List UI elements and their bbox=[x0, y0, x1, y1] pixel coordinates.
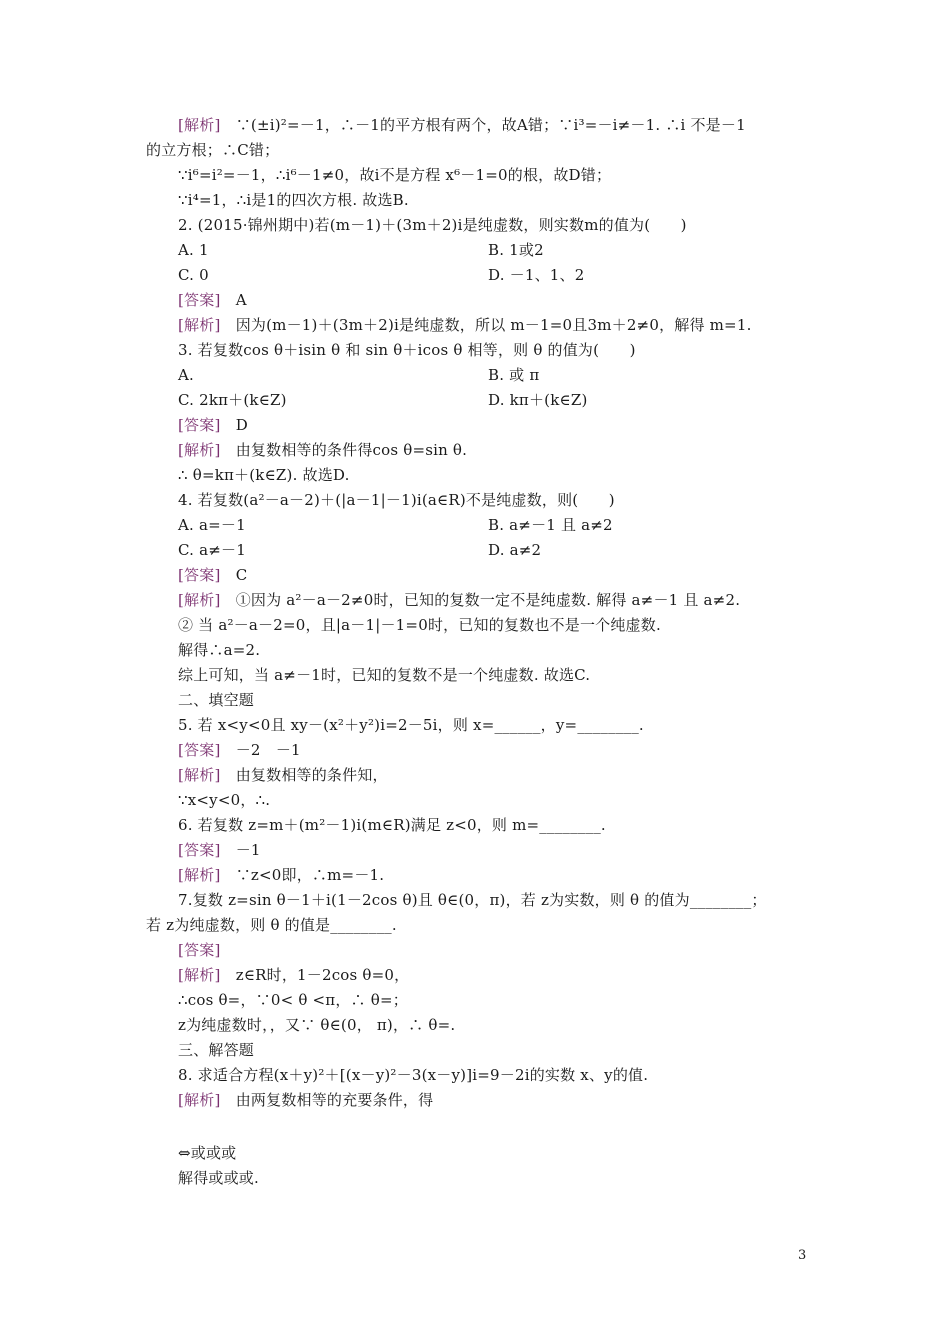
line-text: ∴ θ=kπ＋(k∈Z). 故选D. bbox=[178, 466, 350, 484]
line-text: C bbox=[220, 566, 248, 584]
text-line bbox=[178, 315, 752, 335]
text-line bbox=[178, 665, 590, 685]
text-line bbox=[178, 840, 261, 860]
line-text: 解得或或或. bbox=[178, 1169, 259, 1187]
line-text: 2. (2015·锦州期中)若(m－1)＋(3m＋2)i是纯虚数，则实数m的值为( ) bbox=[178, 216, 687, 234]
line-text: ⇔或或或 bbox=[178, 1144, 237, 1162]
text-line bbox=[178, 515, 246, 535]
page-number: 3 bbox=[798, 1248, 807, 1263]
text-line bbox=[178, 490, 615, 510]
section-tag: [答案] bbox=[178, 741, 221, 759]
line-text: 由复数相等的条件知， bbox=[220, 766, 388, 784]
line-text: 若 z为纯虚数，则 θ 的值是________. bbox=[146, 916, 397, 934]
text-line bbox=[178, 240, 209, 260]
line-text: ①因为 a²－a－2≠0时，已知的复数一定不是纯虚数. 解得 a≠－1 且 a≠2. bbox=[220, 591, 741, 609]
line-text: 由复数相等的条件得cos θ=sin θ. bbox=[220, 441, 468, 459]
line-text: 4. 若复数(a²－a－2)＋(|a－1|－1)i(a∈R)不是纯虚数，则( ) bbox=[178, 491, 615, 509]
line-text: C. 2kπ＋(k∈Z) bbox=[178, 391, 287, 409]
line-text: A. a=－1 bbox=[178, 516, 246, 534]
text-line bbox=[178, 765, 388, 785]
text-line bbox=[146, 140, 279, 160]
text-line bbox=[178, 640, 260, 660]
line-text: 5. 若 x<y<0且 xy－(x²＋y²)i=2－5i，则 x=______，y=________. bbox=[178, 716, 644, 734]
line-text: ② 当 a²－a－2=0，且|a－1|－1=0时，已知的复数也不是一个纯虚数. bbox=[178, 616, 661, 634]
option-text: B. 1或2 bbox=[488, 241, 544, 259]
section-tag: [解析] bbox=[178, 966, 221, 984]
line-text: ∵i⁴=1，∴i是1的四次方根. 故选B. bbox=[178, 191, 409, 209]
line-text: 综上可知，当 a≠－1时，已知的复数不是一个纯虚数. 故选C. bbox=[178, 666, 591, 684]
line-text: ∵i⁶=i²=－1，∴i⁶－1≠0，故i不是方程 x⁶－1=0的根，故D错； bbox=[178, 166, 612, 184]
line-text: 的立方根；∴C错； bbox=[146, 141, 280, 159]
option-text: B. 或 π bbox=[488, 366, 540, 384]
section-tag: [解析] bbox=[178, 1091, 221, 1109]
line-text: 8. 求适合方程(x＋y)²＋[(x－y)²－3(x－y)]i=9－2i的实数 x、y的值. bbox=[178, 1066, 649, 1084]
section-tag: [解析] bbox=[178, 766, 221, 784]
text-line bbox=[178, 865, 384, 885]
line-text: ∵z<0即，∴m=－1. bbox=[220, 866, 385, 884]
text-line bbox=[178, 740, 301, 760]
text-line bbox=[178, 1040, 254, 1060]
text-line bbox=[178, 390, 287, 410]
section-tag: [答案] bbox=[178, 566, 221, 584]
section-tag: [解析] bbox=[178, 116, 221, 134]
line-text: D bbox=[220, 416, 248, 434]
line-text: 3. 若复数cos θ＋isin θ 和 sin θ＋icos θ 相等，则 θ 的值为( ) bbox=[178, 341, 636, 359]
text-line bbox=[178, 615, 661, 635]
text-line bbox=[178, 415, 248, 435]
section-tag: [答案] bbox=[178, 941, 221, 959]
text-line bbox=[178, 890, 767, 910]
text-line bbox=[178, 465, 350, 485]
text-line bbox=[146, 915, 397, 935]
text-line bbox=[178, 340, 636, 360]
section-tag: [答案] bbox=[178, 416, 221, 434]
line-text: 解得∴a=2. bbox=[178, 641, 261, 659]
text-line bbox=[178, 1090, 433, 1110]
option-text: D. kπ＋(k∈Z) bbox=[488, 391, 588, 409]
line-text: A bbox=[220, 291, 247, 309]
line-text: 6. 若复数 z=m＋(m²－1)i(m∈R)满足 z<0，则 m=________. bbox=[178, 816, 606, 834]
section-tag: [解析] bbox=[178, 316, 221, 334]
line-text: z∈R时，1－2cos θ=0， bbox=[220, 966, 410, 984]
option-text: D. －1、1、2 bbox=[488, 266, 585, 284]
line-text: －1 bbox=[220, 841, 261, 859]
text-line bbox=[178, 290, 247, 310]
text-line bbox=[178, 265, 209, 285]
line-text: A. 1 bbox=[178, 241, 209, 259]
text-line bbox=[178, 815, 606, 835]
text-line bbox=[178, 990, 408, 1010]
option-text: B. a≠－1 且 a≠2 bbox=[488, 516, 613, 534]
text-line bbox=[178, 965, 409, 985]
line-text: 因为(m－1)＋(3m＋2)i是纯虚数，所以 m－1=0且3m＋2≠0，解得 m=1. bbox=[220, 316, 752, 334]
text-line bbox=[178, 790, 270, 810]
text-line bbox=[178, 1015, 455, 1035]
text-line bbox=[178, 215, 687, 235]
line-text: ∴cos θ=，∵0< θ <π，∴ θ=； bbox=[178, 991, 408, 1009]
section-tag: [答案] bbox=[178, 841, 221, 859]
text-line bbox=[178, 440, 467, 460]
section-tag: [解析] bbox=[178, 591, 221, 609]
line-text: ∵(±i)²=－1，∴－1的平方根有两个，故A错；∵i³=－i≠－1. ∴i 不是－1 bbox=[220, 116, 746, 134]
text-line bbox=[178, 1065, 648, 1085]
line-text: －2 －1 bbox=[220, 741, 301, 759]
line-text: 三、解答题 bbox=[178, 1041, 255, 1059]
line-text: C. a≠－1 bbox=[178, 541, 246, 559]
text-line bbox=[178, 540, 246, 560]
line-text: 由两复数相等的充要条件，得 bbox=[220, 1091, 434, 1109]
text-line bbox=[178, 1168, 259, 1188]
text-line bbox=[178, 115, 746, 135]
section-tag: [解析] bbox=[178, 441, 221, 459]
option-text: D. a≠2 bbox=[488, 541, 542, 559]
line-text: C. 0 bbox=[178, 266, 209, 284]
text-line bbox=[178, 690, 254, 710]
text-line bbox=[178, 365, 194, 385]
text-line bbox=[178, 940, 221, 960]
text-line bbox=[178, 715, 644, 735]
line-text: 7.复数 z=sin θ－1＋i(1－2cos θ)且 θ∈(0，π)，若 z为实数，则 θ 的值为________； bbox=[178, 891, 767, 909]
line-text: z为纯虚数时，，又∵ θ∈(0， π)，∴ θ=. bbox=[178, 1016, 456, 1034]
text-line bbox=[178, 190, 409, 210]
text-line bbox=[178, 1143, 236, 1163]
line-text: ∵x<y<0，∴. bbox=[178, 791, 271, 809]
line-text: 二、填空题 bbox=[178, 691, 255, 709]
text-line bbox=[178, 590, 740, 610]
line-text: A. bbox=[178, 366, 195, 384]
text-line bbox=[178, 165, 611, 185]
section-tag: [解析] bbox=[178, 866, 221, 884]
text-line bbox=[178, 565, 247, 585]
section-tag: [答案] bbox=[178, 291, 221, 309]
